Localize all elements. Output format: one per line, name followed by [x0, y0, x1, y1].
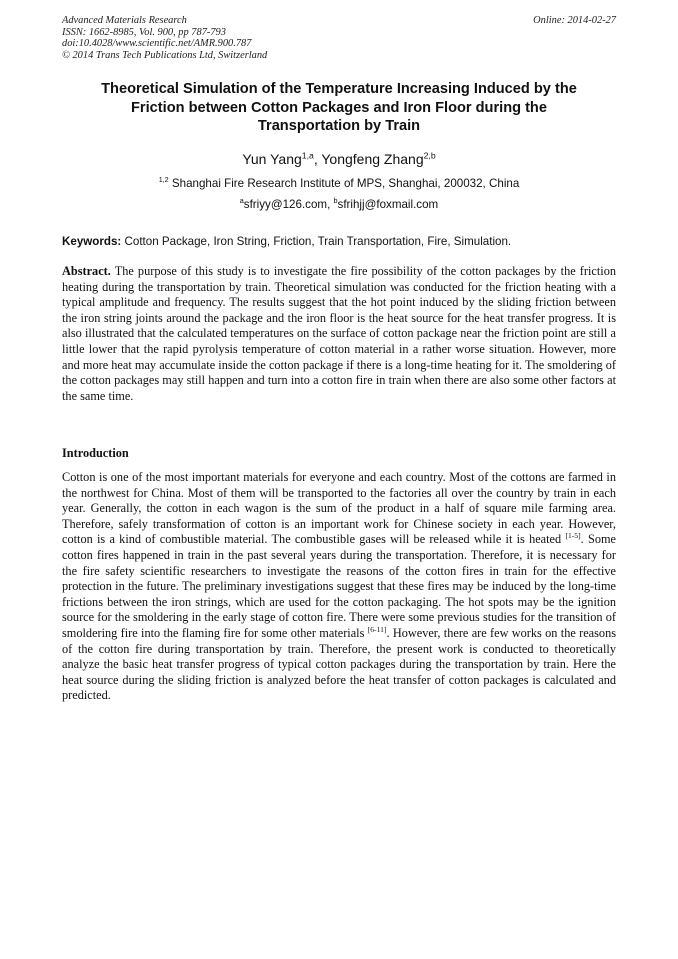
abstract-label: Abstract.	[62, 264, 111, 278]
abstract-text: The purpose of this study is to investigate the fire possibility of the cotton packages by the friction heating during the transportation by train. Theoretical simulation was conducted for the friction heating with a typical amplitude and frequency. The results suggest that the hot point induced by the sliding friction between the iron string joints around the package and the iron floor is the heat source for the heat transfer progress. It is also illustrated that the calculated temperatures on the surface of cotton package near the friction point are still a little lower that the rapid pyrolysis temperature of cotton material in a rather worse situation. However, more and more heat may accumulate inside the cotton package if there is a long-time heating for it. The smoldering of the cotton packages may still happen and turn into a cotton fire in train when there are also some other factors at the same time.	[62, 264, 616, 403]
introduction-heading: Introduction	[62, 446, 129, 460]
email-a: sfriyy@126.com	[243, 198, 328, 211]
author-list	[62, 150, 616, 168]
journal-issn: ISSN: 1662-8985, Vol. 900, pp 787-793	[62, 26, 226, 38]
title-line-1: Theoretical Simulation of the Temperature Increasing Induced by the	[101, 81, 577, 97]
author-2-name: Yongfeng Zhang	[321, 151, 424, 167]
paper-title	[62, 80, 616, 136]
email-a-mark: a	[239, 196, 244, 206]
journal-name: Advanced Materials Research	[62, 15, 187, 26]
affiliation	[62, 176, 616, 191]
intro-text-part-1: Cotton is one of the most important materials for everyone and each country. Most of the cottons are farmed in the northwest for China. Most of them will be transported to the factories all over the country by train in each year. Generally, the cotton in each wagon is the sum of the product in a half of square mile farming area. Therefore, safely transformation of cotton is an important work for Chinese society in each year. However, cotton is a kind of combustible material. The combustible gases will be released while it is heated	[62, 470, 616, 547]
intro-text-part-3: . However, there are few works on the reasons of the cotton fire during transportation by train. Therefore, the present work is conducted to theoretically analyze the basic heat transfer progress of typical cotton packages during the transportation by train. Here the heat source during the sliding friction is analyzed before the heat transfer of cotton packages is calculated and predicted.	[62, 625, 616, 703]
email-b-mark: b	[333, 196, 338, 206]
author-separator: ,	[313, 151, 322, 167]
title-line-3: Transportation by Train	[257, 118, 421, 134]
affiliation-mark: 1,2	[158, 175, 169, 185]
title-line-2: Friction between Cotton Packages and Iron Floor during the	[131, 99, 547, 116]
citation-ref-2: [6-11]	[367, 624, 387, 634]
author-1-affiliation-mark: 1,a	[301, 150, 314, 161]
affiliation-text: Shanghai Fire Research Institute of MPS, Shanghai, 200032, China	[168, 177, 520, 190]
keywords-label: Keywords:	[62, 235, 122, 248]
journal-doi: doi:10.4028/www.scientific.net/AMR.900.787	[62, 38, 252, 50]
abstract	[62, 264, 616, 404]
citation-ref-1: [1-5]	[565, 531, 581, 541]
email-separator: ,	[327, 198, 334, 211]
keywords-text: Cotton Package, Iron String, Friction, Train Transportation, Fire, Simulation.	[121, 235, 512, 248]
introduction-paragraph	[62, 470, 616, 704]
email-b: sfrihjj@foxmail.com	[337, 198, 439, 211]
keywords	[62, 234, 616, 249]
intro-text-part-2: . Some cotton fires happened in train in the past several years during the transportation. Therefore, it is necessary for the fire safety scientific researchers to investigate the reasons of the cotton fires in train for the effective protection in the future. The preliminary investigations suggest that these fires may be induced by the long-time frictions between the iron strings, which are used for the cotton packaging. The hot spots may be the ignition source for the smoldering in the early stage of cotton fire. There were some previous studies for the transition of smoldering fire into the flaming fire for some other materials	[62, 532, 616, 640]
online-date: Online: 2014-02-27	[533, 15, 616, 26]
author-2-affiliation-mark: 2,b	[423, 150, 436, 161]
journal-copyright: © 2014 Trans Tech Publications Ltd, Switzerland	[62, 49, 268, 61]
author-1-name: Yun Yang	[242, 151, 302, 167]
journal-header	[62, 15, 616, 61]
author-emails	[62, 197, 616, 212]
